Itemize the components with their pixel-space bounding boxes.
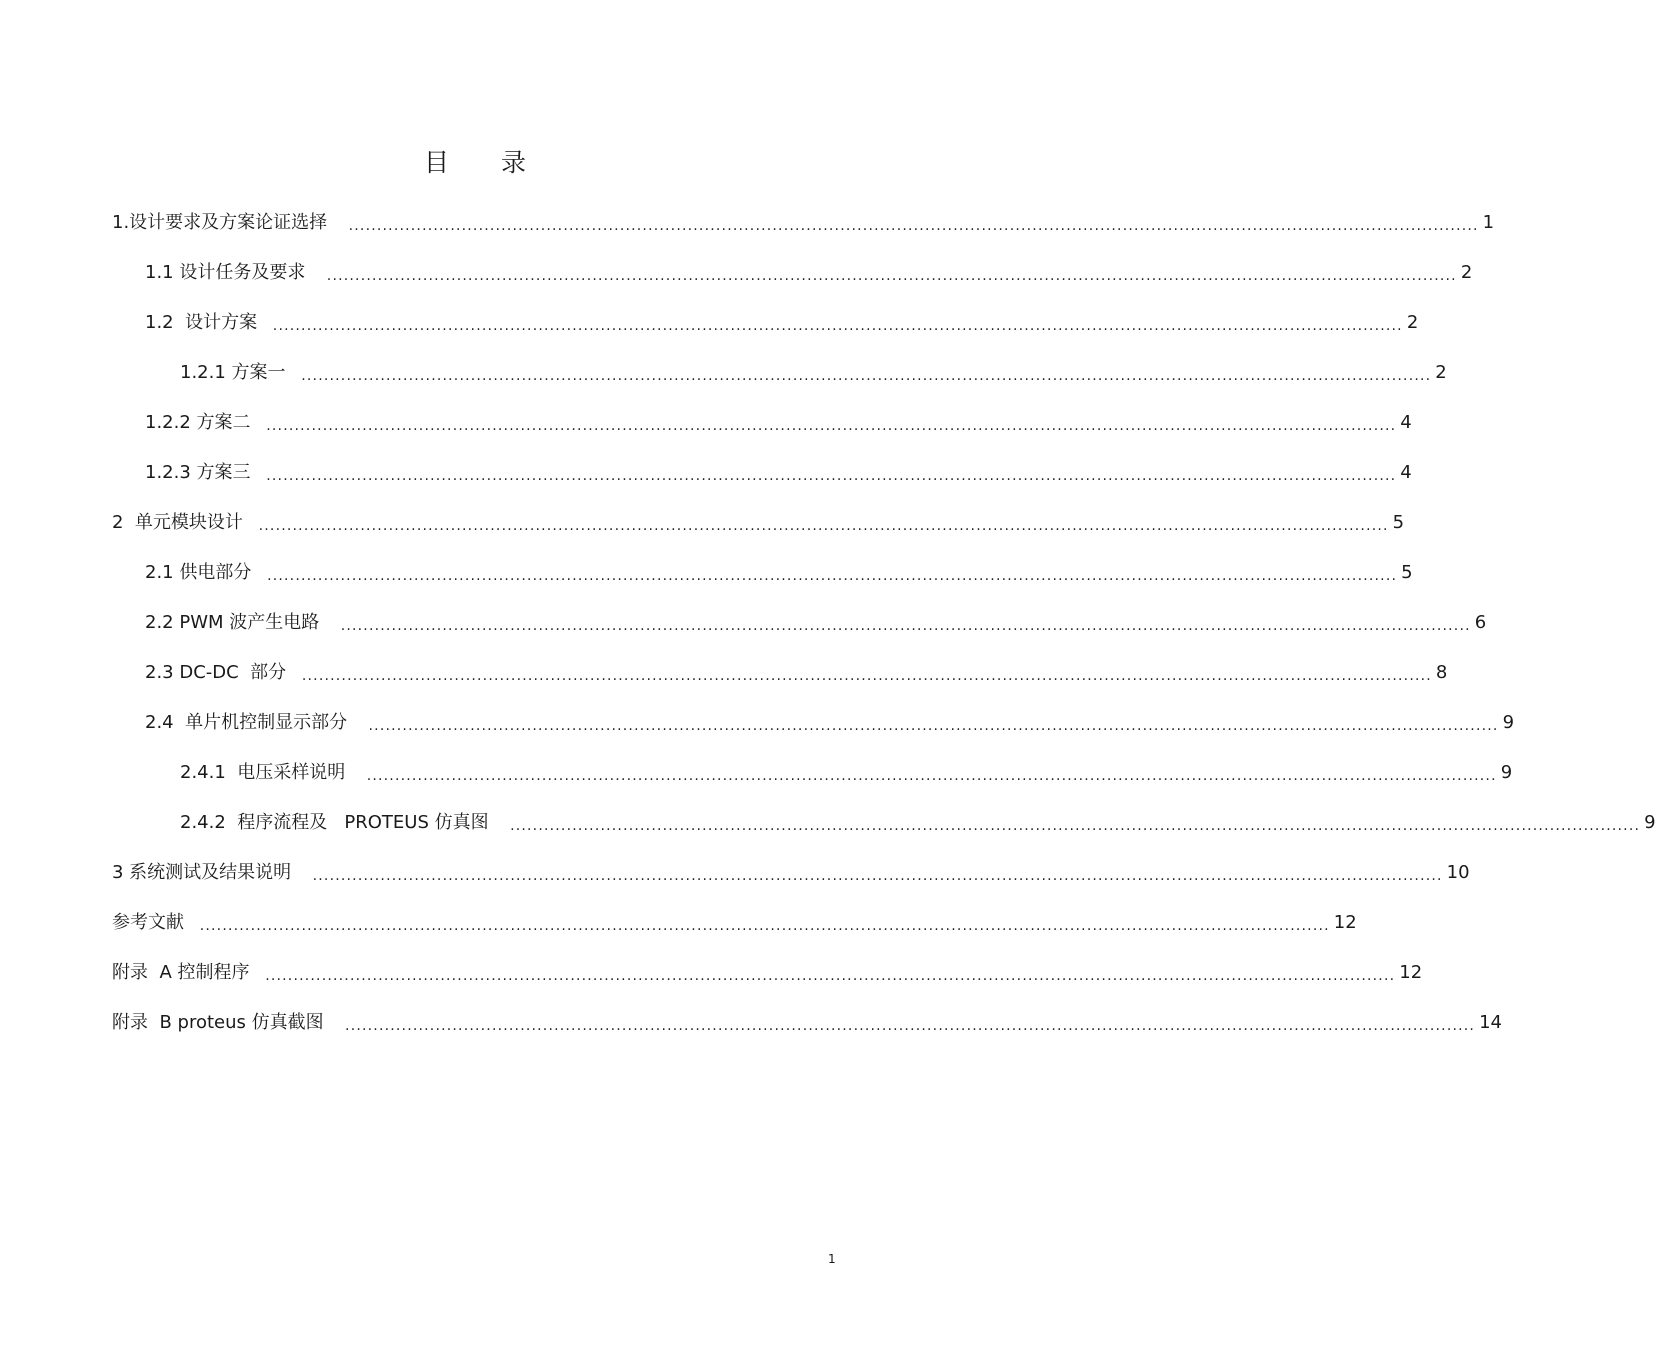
toc-leader-dots: ........................................................................................................................................................................................................ <box>266 468 1397 484</box>
toc-title-char-1: 目 <box>423 148 449 177</box>
toc-entry-page-number: 12 <box>1399 962 1423 983</box>
toc-entry[interactable] <box>0 648 1448 698</box>
toc-entry-label: 3 系统测试及结果说明 <box>112 862 303 883</box>
toc-entry-page-number: 2 <box>1406 312 1419 333</box>
toc-title-char-2: 录 <box>501 148 527 177</box>
toc-entry[interactable] <box>0 248 1473 298</box>
toc-entry[interactable] <box>0 398 1412 448</box>
toc-entry-label: 1.2.2 方案二 <box>145 412 257 433</box>
toc-leader-dots: ........................................................................................................................................................................................................ <box>368 718 1499 734</box>
toc-entry-label: 1.1 设计任务及要求 <box>145 262 317 283</box>
toc-leader-dots: ........................................................................................................................................................................................................ <box>199 918 1330 934</box>
toc-entry[interactable] <box>0 348 1447 398</box>
toc-entry-page-number: 4 <box>1400 412 1412 433</box>
toc-entry-label: 2.2 PWM 波产生电路 <box>145 612 331 633</box>
toc-leader-dots: ........................................................................................................................................................................................................ <box>258 518 1389 534</box>
toc-entry-label: 2 单元模块设计 <box>112 512 249 533</box>
toc-entry[interactable] <box>0 498 1405 548</box>
toc-leader-dots: ........................................................................................................................................................................................................ <box>326 268 1457 284</box>
toc-leader-dots: ........................................................................................................................................................................................................ <box>265 968 1396 984</box>
toc-entry[interactable] <box>0 548 1413 598</box>
toc-list <box>0 198 1656 1048</box>
toc-leader-dots: ........................................................................................................................................................................................................ <box>348 218 1479 234</box>
toc-entry[interactable] <box>0 298 1419 348</box>
toc-entry[interactable] <box>0 848 1470 898</box>
toc-leader-dots: ........................................................................................................................................................................................................ <box>340 618 1471 634</box>
toc-leader-dots: ........................................................................................................................................................................................................ <box>301 368 1432 384</box>
toc-entry-page-number: 10 <box>1446 862 1470 883</box>
toc-entry-page-number: 6 <box>1474 612 1487 633</box>
page-number: 1 <box>828 1252 836 1266</box>
toc-entry-label: 2.4.2 程序流程及 PROTEUS 仿真图 <box>180 812 501 833</box>
toc-entry-page-number: 1 <box>1482 212 1495 233</box>
toc-entry-page-number: 5 <box>1401 562 1413 583</box>
toc-leader-dots: ........................................................................................................................................................................................................ <box>345 1018 1476 1034</box>
toc-entry-label: 1.设计要求及方案论证选择 <box>112 212 339 233</box>
toc-entry[interactable] <box>0 948 1423 998</box>
toc-entry-page-number: 14 <box>1479 1012 1502 1033</box>
toc-entry-label: 1.2.3 方案三 <box>145 462 257 483</box>
toc-entry-page-number: 9 <box>1644 812 1656 833</box>
toc-entry-page-number: 9 <box>1502 712 1515 733</box>
toc-leader-dots: ........................................................................................................................................................................................................ <box>266 418 1397 434</box>
toc-entry[interactable] <box>0 698 1515 748</box>
toc-entry-label: 2.4 单片机控制显示部分 <box>145 712 359 733</box>
toc-entry-label: 1.2 设计方案 <box>145 312 263 333</box>
toc-leader-dots: ........................................................................................................................................................................................................ <box>272 318 1403 334</box>
toc-entry-page-number: 2 <box>1460 262 1473 283</box>
toc-entry-label: 2.4.1 电压采样说明 <box>180 762 357 783</box>
toc-entry-page-number: 8 <box>1435 662 1448 683</box>
toc-entry[interactable] <box>0 898 1357 948</box>
toc-entry-page-number: 5 <box>1392 512 1405 533</box>
toc-entry-page-number: 12 <box>1333 912 1357 933</box>
toc-entry[interactable] <box>0 448 1412 498</box>
toc-entry[interactable] <box>0 198 1495 248</box>
toc-entry-page-number: 4 <box>1400 462 1412 483</box>
toc-entry[interactable] <box>0 748 1513 798</box>
toc-entry-label: 2.3 DC-DC 部分 <box>145 662 292 683</box>
toc-leader-dots: ........................................................................................................................................................................................................ <box>267 568 1398 584</box>
toc-leader-dots: ........................................................................................................................................................................................................ <box>301 668 1432 684</box>
toc-entry-label: 1.2.1 方案一 <box>180 362 292 383</box>
toc-entry-label: 参考文献 <box>112 912 190 933</box>
toc-entry[interactable] <box>0 998 1502 1048</box>
toc-entry[interactable] <box>0 598 1487 648</box>
toc-leader-dots: ........................................................................................................................................................................................................ <box>366 768 1497 784</box>
toc-entry-page-number: 2 <box>1435 362 1447 383</box>
toc-entry-label: 2.1 供电部分 <box>145 562 258 583</box>
toc-leader-dots: ........................................................................................................................................................................................................ <box>510 818 1641 834</box>
toc-leader-dots: ........................................................................................................................................................................................................ <box>312 868 1443 884</box>
toc-entry[interactable] <box>0 798 1656 848</box>
toc-entry-label: 附录 A 控制程序 <box>112 962 256 983</box>
toc-entry-page-number: 9 <box>1500 762 1513 783</box>
toc-entry-label: 附录 B proteus 仿真截图 <box>112 1012 336 1033</box>
toc-title <box>0 143 950 179</box>
